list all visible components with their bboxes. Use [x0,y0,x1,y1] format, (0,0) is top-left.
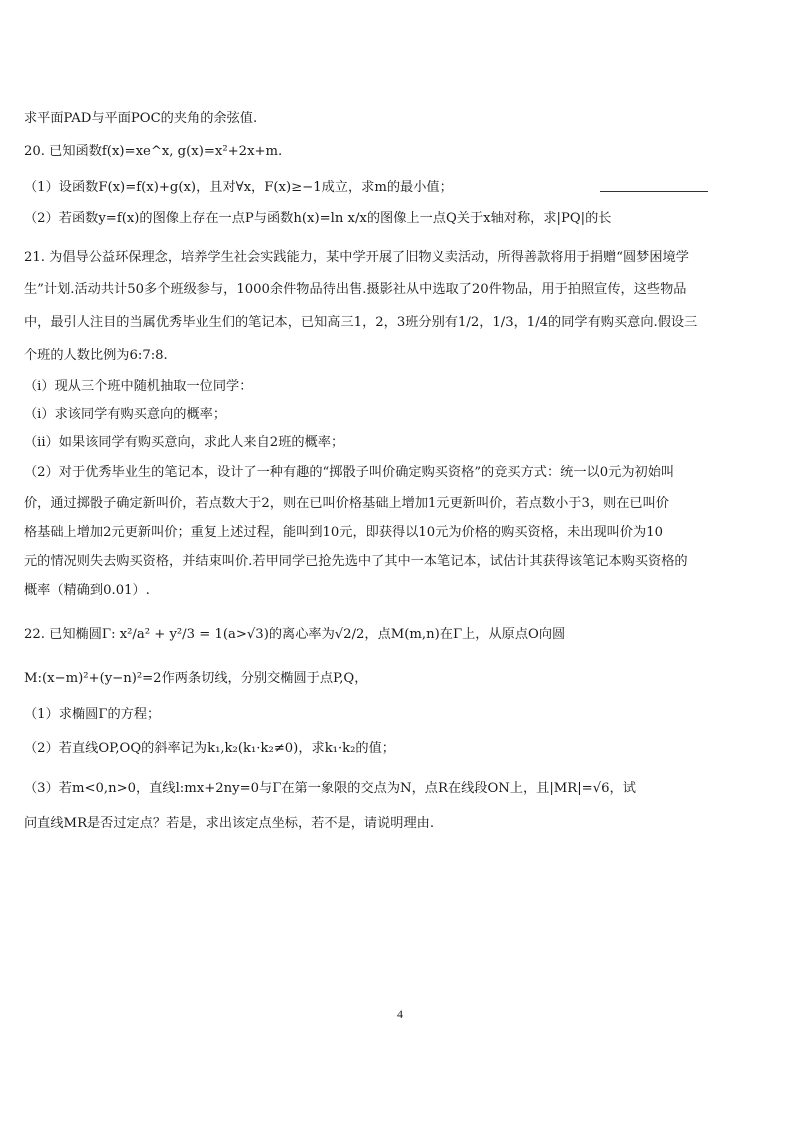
q21-part2-2: 价，通过掷骰子确定新叫价，若点数大于2，则在已叫价格基础上增加1元更新叫价，若点数小于3，则在已叫价 [24,496,669,511]
q20-part1: （1）设函数F(x)=f(x)+g(x)，且对∀x，F(x)≥−1成立，求m的最小值； [24,180,453,195]
q20-part2: （2）若函数y=f(x)的图像上存在一点P与函数h(x)=ln x/x的图像上一点Q关于x轴对称，求|PQ|的长 [24,211,612,226]
q21-part2-5: 概率（精确到0.01）. [24,583,150,598]
q21-part2-1: （2）对于优秀毕业生的笔记本，设计了一种有趣的“掷骰子叫价确定购买资格”的竞买方式：统一以0元为初始叫 [24,465,675,480]
q21-stem-2: 生”计划.活动共计50多个班级参与，1000余件物品待出售.摄影社从中选取了20件物品，用于拍照宣传，这些物品 [24,282,687,297]
q22-part3-2: 问直线MR是否过定点？若是，求出该定点坐标，若不是，请说明理由. [24,816,435,831]
q22-stem-1: 22. 已知椭圆Γ: x²/a² + y²/3 = 1(a>√3)的离心率为√2/2，点M(m,n)在Γ上，从原点O向圆 [24,627,566,642]
q21-stem-3: 中，最引人注目的当属优秀毕业生们的笔记本，已知高三1，2，3班分别有1/2，1/3，1/4的同学有购买意向.假设三 [24,315,698,330]
q22-stem-2: M:(x−m)²+(y−n)²=2作两条切线，分别交椭圆于点P,Q， [24,671,368,686]
q21-part1-i: （i）求该同学有购买意向的概率； [24,407,227,422]
q21-part2-4: 元的情况则失去购买资格，并结束叫价.若甲同学已抢先选中了其中一本笔记本，试估计其获得该笔记本购买资格的 [24,554,688,569]
q21-stem-1: 21. 为倡导公益环保理念，培养学生社会实践能力，某中学开展了旧物义卖活动，所得善款将用于捐赠“圆梦困境学 [24,250,689,265]
decorative-rule [600,191,708,192]
q21-stem-4: 个班的人数比例为6:7:8. [24,348,168,363]
q22-part3-1: （3）若m<0,n>0，直线l:mx+2ny=0与Γ在第一象限的交点为N，点R在线段ON上，且|MR|=√6，试 [24,781,636,796]
q22-part1: （1）求椭圆Γ的方程； [24,707,161,722]
q21-part2-3: 格基础上增加2元更新叫价；重复上述过程，能叫到10元，即获得以10元为价格的购买资格，未出现叫价为10 [24,525,663,540]
q21-part1-ii: （ii）如果该同学有购买意向，求此人来自2班的概率； [24,435,345,450]
line-continuation: 求平面PAD与平面POC的夹角的余弦值. [24,111,258,126]
q20-stem: 20. 已知函数f(x)=xe^x, g(x)=x²+2x+m. [24,144,283,159]
q22-part2: （2）若直线OP,OQ的斜率记为k₁,k₂(k₁·k₂≠0)，求k₁·k₂的值； [24,741,395,756]
q21-part1-intro: （i）现从三个班中随机抽取一位同学： [24,379,253,394]
page-number: 4 [397,1007,403,1021]
